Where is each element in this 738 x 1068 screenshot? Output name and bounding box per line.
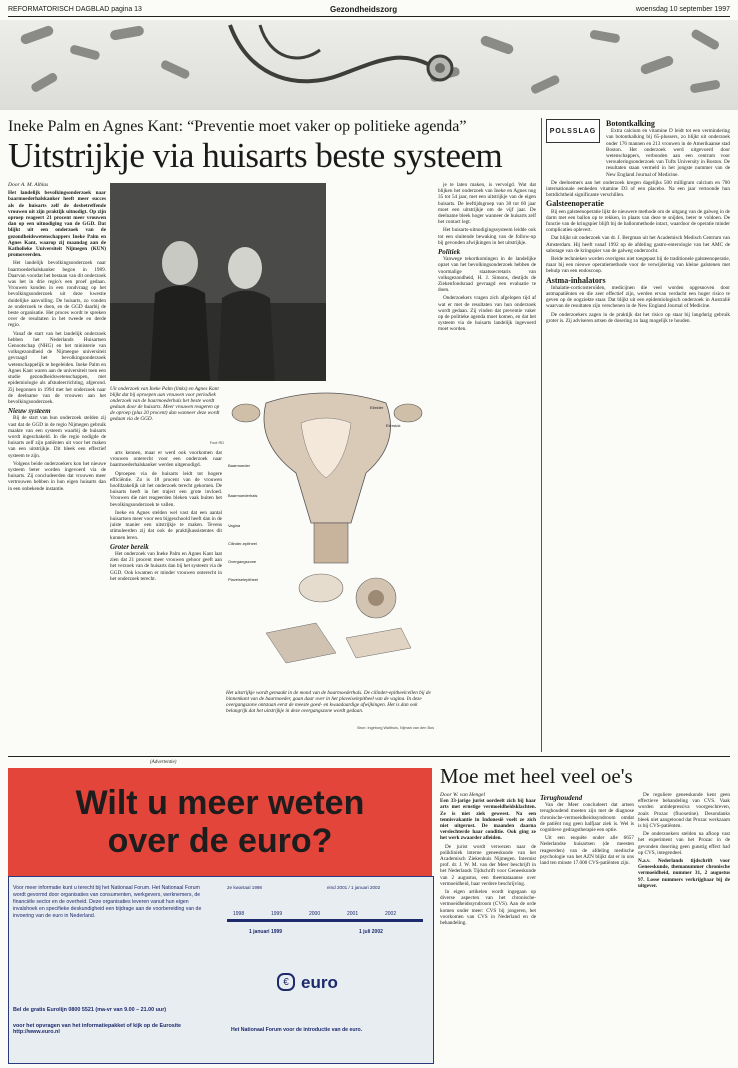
paragraph: Extra calcium en vitamine D leidt tot een vermindering van botontkalking bij 65-plussers, zo blijkt uit onderzoek onder 176 mannen en 213 vrouwen in de Amerikaanse stad Boston. Het onderzoek werd uitgevoerd door wetenschappers, verbonden aan een centrum voor verouderingsonderzoek van Tufts University in Boston. De resultaten staan vermeld in het jongste nummer van de New England Journal of Medicine. (606, 128, 730, 178)
paragraph: Uit een enquête onder alle 6657 Nederlandse huisartsen (de meesten reageerden) van de afdeling medische psychologie van het AZN blijkt dat er in ons land ten minste 17.000 CVS-patiënten zijn. (540, 835, 634, 867)
article-column (540, 792, 634, 1062)
paragraph: Het landelijk bevolkingsonderzoek naar baarmoederhalskanker begon in 1989. Daarvan voordat het bestaan van dit onderzoek was het in drie regio's een proef gedaan. Vrouwen konden in een rondvraag op het bevolkingsonderzoek uit deze kwestie duidelijke aanvulling. De huisarts, zo vonden ze onderzoek te doen, en de GGD daarbij de beste organisatie. Het proces wordt te spreken over de resultaten in het tweede en derde regio. (8, 260, 106, 329)
banner-image (0, 20, 738, 110)
euro-brand: euro (301, 973, 338, 992)
sidebar-column (546, 118, 730, 752)
ad-body-text: Voor meer informatie kunt u terecht bij het Nationaal Forum. Het Nationaal Forum wordt gevormd door organisaties van consumenten, werkgevers, werknemers, de financiële sector en de overheid. Deze organisaties leveren vanuit hun eigen invalshoek en specifieke deskundigheid een bijdrage aan de voorbereiding van de invoering van de euro in Nederland. (13, 885, 202, 919)
paragraph: De onderzoekers stelden na afloop vast het experiment van het Prozac in de gevonden dosering geen gunstig effect had op CVS, integendeel. (638, 831, 730, 856)
anatomy-diagram (226, 383, 434, 688)
timeline-year: 1999 (271, 911, 283, 917)
article-kicker: Ineke Palm en Agnes Kant: “Preventie moet vaker op politieke agenda” (8, 118, 467, 135)
article-headline: Moe met heel veel oe's (440, 764, 633, 788)
paragraph: Dat blijkt uit onderzoek van dr. J. Bergman uit het Academisch Medisch Centrum van Amsterdam. Hij heeft vanaf 1992 op de afdeling gastro-enterologie van het AMC de sabotage van de kringspier van de galweg onderzocht. (546, 235, 730, 254)
timeline-label-left: 2e kwartaal 1998 (227, 885, 262, 890)
diagram-label: Baarmoederhals (228, 493, 258, 498)
paragraph: arts kennen, maar er werd ook voorkomen dat vrouwen onterecht voor een onderzoek naar baarmoederhalskanker werden uitgenodigd. (110, 450, 222, 469)
ad-banner (8, 768, 432, 876)
diagram-label: Vagina (228, 523, 241, 528)
paragraph: Het onderzoek van Ineke Palm en Agnes Kant laat zien dat 21 procent meer vrouwen gehoor geeft aan het verzoek van de huisarts dan bij het systeem via de GGD. Ook kwamen er minder vrouwen onterecht in het onderzoek terecht. (110, 551, 222, 582)
timeline-date: 1 juli 2002 (359, 929, 383, 935)
paragraph: Beide technieken worden overigens niet toegepast bij de traditionele galsteenoperatie, maar bij een nieuwe operatiemethode voor de verwijdering van kleine galstenen met behulp van een endoscoop. (546, 256, 730, 275)
ad-phone: Bel de gratis Eurolijn 0800 5521 (ma-vr van 9.00 – 21.00 uur) (13, 1007, 167, 1013)
article-column (440, 792, 536, 1062)
diagram-label: Baarmoeder (228, 463, 251, 468)
diagram-credit: Bron: Ingeborg Walthuis, Nijman van den Bos (357, 726, 434, 730)
advertisement-tag: (Advertentie) (150, 760, 177, 765)
paragraph: Van der Meer concludeert dat artsen terughoudend moeten zijn met de diagnose chronische-vermoeidheidssyndroom omdat de patiënt nog geen halfjaar ziek is. Wel is cognitieve gedragstherapie een optie. (540, 802, 634, 834)
article-column-2 (110, 450, 222, 752)
diagram-label: Eileider (370, 405, 384, 410)
paragraph: De jurist wordt verwezen naar de polikliniek interne geneeskunde van het Academisch Ziekenhuis Nijmegen. Internist prof. dr. J. W. M. van der Meer beschrijft in het Nederlands Tijdschrift voor Geneeskunde van 2 augustus, een theemataaanse over vermoeidheid, haar verdere beschrijving. (440, 843, 536, 887)
byline: Door W. van Hengel (440, 792, 486, 798)
ad-info-box (8, 876, 434, 1064)
diagram-label: Overgangszone (228, 559, 257, 564)
newspaper-page-label: REFORMATORISCH DAGBLAD pagina 13 (8, 6, 142, 13)
paragraph: De deelnemers aan het onderzoek kregen dagelijks 500 milligram calcium en 700 internationale eenheden vitamine D3 of een placebo. Na een jaar vertoonde hun bottdichtheid significante verschillen. (546, 179, 730, 199)
lead-paragraph: Een 33-jarige jurist oordeelt zich bij haar arts met ernstige vermoeidheidsklachten. Ze is niet ziek geweest. Na een tennisvakantie in Indonesië voelt ze zich niet uitgerust. De maanden daarna verslechterde haar conditie. Ook ging ze het werk zwaarder afleiden. (440, 798, 536, 842)
timeline-year: 2001 (347, 911, 359, 917)
paragraph: De reguliere geneeskunde kent geen effectieve behandeling van CVS. Vaak worden antidepressiva voorgeschreven, zoals Prozac (fluoxetine). Desondanks bleek niet aangetoond dat Prozac werkzaam is bij CVS-patiënten. (638, 792, 730, 830)
diagram-label: Cilinder-epitheel (228, 541, 257, 546)
footnote: N.a.v. Nederlands tijdschrift voor Geneeskunde, themanummer chronische vermoeidheid, nummer 31, 2 augustus 97. Losse nummers verkrijgbaar bij de uitgever. (638, 858, 730, 889)
paragraph: Vanaf de start van het landelijk onderzoek hebben het Nederlands Huisartsen Genootschap (NHG) en het ministerie van volksgezondheid de Nijmeegse universiteit gevraagd het bevolkingsonderzoek wetenschappelijk te begeleiden. Ineke Palm en Agnes Kant waren aan de universiteit toen een studie gezondheidswetenschappen, met epidemiologie als afstudeerrichting, afgerond. Zij begonnen in 1994 met het onderzoek naar de deelname van de vrouwen aan het bevolkingsonderzoek. (8, 330, 106, 405)
article-column-3 (438, 182, 536, 752)
ad-headline: Wilt u meer weten over de euro? (75, 784, 365, 860)
diagram-caption: Het uitstrijkje wordt gemaakt in de mond van de baarmoederhals. De cilinder-epitheelcellen bij de binnenkant van de baarmoeder, gaan daar over in het plaveiselepitheel van de vagina. In deze overgangszone ontstaan eerst de meeste goed- en kwaadaardige afwijkingen. Het is dan ook belangrijk dat het uitstrijkje in deze overgangszone wordt gedaan. (226, 690, 431, 714)
portrait-photo (110, 183, 326, 381)
paragraph: In eigen artikelen wordt ingegaan op diverse aspecten van het chronische-vermoeidheidssyndroom (CVS). Aan de orde komen onder meer: CVS bij jongeren, het voorkomen van CVS in Nederland en de behandeling. (440, 889, 536, 927)
paragraph: De onderzoekers zagen in de praktijk dat het risico op staar bij langdurig gebruik groter is. Zij adviseren artsen de dosering zo laag mogelijk te houden. (546, 311, 730, 324)
paragraph: Onderzoekers vragen zich afgelopen tijd af wat er met de resultaten van hun onderzoek wordt gedaan. Zij vinden dat preventie vaker op de politieke agenda moet komen, en dat het systeem via de huisarts landelijk ingevoerd moet worden. (438, 295, 536, 333)
photo-caption: Uit onderzoek van Ineke Palm (links) en Agnes Kant blijkt dat bij oproepen aan vrouwen voor periodiek onderzoek van de baarmoederhals het beste wordt gedaan door de huisarts. Meer vrouwen reageren op de oproep (plus 20 procent) dan wanneer deze wordt gedaan via de GGD. (110, 386, 220, 422)
sidebar-title: Botontkalking (606, 119, 655, 128)
subheading: Nieuw systeem (8, 407, 51, 416)
timeline-bar (227, 919, 423, 922)
paragraph: Het huisarts-uitnodigingssysteem leidde ook tot een sluitende bewaking van de follow-up bij gevonden afwijkingen in het uitstrijkje. (438, 227, 536, 246)
lead-paragraph: Het landelijk bevolkingsonderzoek naar baarmoederhalskanker heeft meer succes als de huisarts zelf de desbetreffende vrouwen uit zijn praktijk uitnodigt. Op zijn oproep reageert 21 procent meer vrouwen dan op een uitnodiging van de GGD. Dat blijkt uit een onderzoek van de gezondheidswetenschappers Ineke Palm en Agnes Kant, waarop zij maandag aan de Katholieke Universiteit Nijmegen (KUN) promoveerden. (8, 190, 106, 259)
paragraph: Oproepen via de huisarts leidt tot hogere efficiëntie. Zo is 18 procent van de vrouwen hoofdzakelijk uit het onderzoek terecht gekomen. De huisarts heeft in het traject een grote invloed. Vrouwen die niet reageerden bleken vaak buiten het bevolkingsonderzoek te vallen. (110, 470, 222, 508)
header-rule (8, 16, 730, 17)
article-column-1 (8, 182, 106, 752)
subheading: Politiek (438, 248, 461, 257)
paragraph: Volgens beide onderzoekers kon het nieuwe systeem beter worden ingevoerd via de huisarts. Zij concludeerden dat vrouwen meer vertrouwen hebben in hun eigen huisarts dan in een onbekende instantie. (8, 460, 106, 492)
article-column (638, 792, 730, 1062)
column-divider (541, 118, 542, 752)
subheading: Groter bereik (110, 542, 149, 551)
section-title: Gezondheidszorg (330, 5, 398, 14)
paragraph: Vanwege tekortkomingen in de landelijke opzet van het bevolkingsonderzoek hebben de voormalige staatssecretaris van volksgezondheid, H. J. Simons, destijds de Ziekenfondsraad gevraagd een evaluatie te doen. (438, 256, 536, 294)
polsslag-logo: POLSSLAG (546, 119, 600, 143)
diagram-label: Plaveiselepitheel (228, 577, 259, 582)
paragraph: je te laten maken, is vervolgd. Wat dat blijken het onderzoek van Ineke en Agnes nog 35 tot 54 jaar, met een uitstrijkje van de eigen huisarts. De leeftijdsgroep van 30 tot 60 jaar moet een uitstrijkje om de vijf jaar. De deelname bleek hoger wanneer de huisarts zelf het contact legt. (438, 182, 536, 226)
ad-website: voor het opvragen van het informatiepakket of kijk op de Eurosite http://www.euro.nl (13, 1023, 182, 1035)
timeline-date: 1 januari 1999 (249, 929, 283, 935)
section-rule (8, 756, 730, 757)
uterus-illustration (226, 383, 434, 688)
timeline-year: 2000 (309, 911, 321, 917)
stethoscope-pills-illustration (0, 20, 738, 110)
paragraph: Inhalatie-corticosteroïden, medicijnen die veel worden opgesnoven door astmapatiënten en die zeer effectief zijn, werden ervan verdacht een hoger risico te geven op de oogziekte staar. Dat blijkt uit een epidemiologisch onderzoek in Australië waarvan de resultaten zijn verschenen in de New England Journal of Medicine. (546, 284, 730, 310)
subheading: Terughoudend (540, 794, 583, 802)
byline: Door A. M. Alblas (8, 182, 49, 188)
sidebar-title: Galsteenoperatie (546, 199, 604, 209)
timeline-year: 1998 (233, 911, 245, 917)
paragraph: Ineke en Agnes stelden wel vast dat een aantal huisartsen meer voor een bijgeschoold heeft dan in de juiste manier een uitstrijkje te maken. Tevens stimuleerden zij dat ook de praktijkassistentes dit kunnen leren. (110, 509, 222, 541)
diagram-label: Eierstok (386, 423, 401, 428)
ad-footer: Het Nationaal Forum voor de introductie van de euro. (231, 1027, 363, 1033)
paragraph: Bij een galsteenoperatie lijkt de nieuwere methode om de uitgang van de galweg in de darm met een ballon op te rekken, in plaats van deze te snijden, beter te voldoen. De functie van de kringspier blijft bij de ballonmethode intact, waardoor de operatie minder complicaties oplevert. (546, 208, 730, 234)
timeline-label-right: eind 2001 / 1 januari 2002 (327, 885, 381, 890)
publication-date: woensdag 10 september 1997 (635, 6, 730, 13)
article-headline: Uitstrijkje via huisarts beste systeem (8, 136, 503, 175)
paragraph: Bij de start van hun onderzoek stelden zij vast dat de GGD in de regio Nijmegen gebruik maakte van een systeem waarbij de huisarts wordt ingeschakeld. In die regio nodigde de huisarts zelf zijn patiënten uit voor het maken van een uitstrijkje. Dit bleek een effectief systeem te zijn. (8, 415, 106, 459)
euro-icon: € (277, 973, 295, 991)
two-women-photo (110, 183, 326, 381)
timeline-year: 2002 (385, 911, 397, 917)
photo-credit: Foot RD (209, 441, 224, 445)
sidebar-title: Astma-inhalators (546, 275, 606, 285)
